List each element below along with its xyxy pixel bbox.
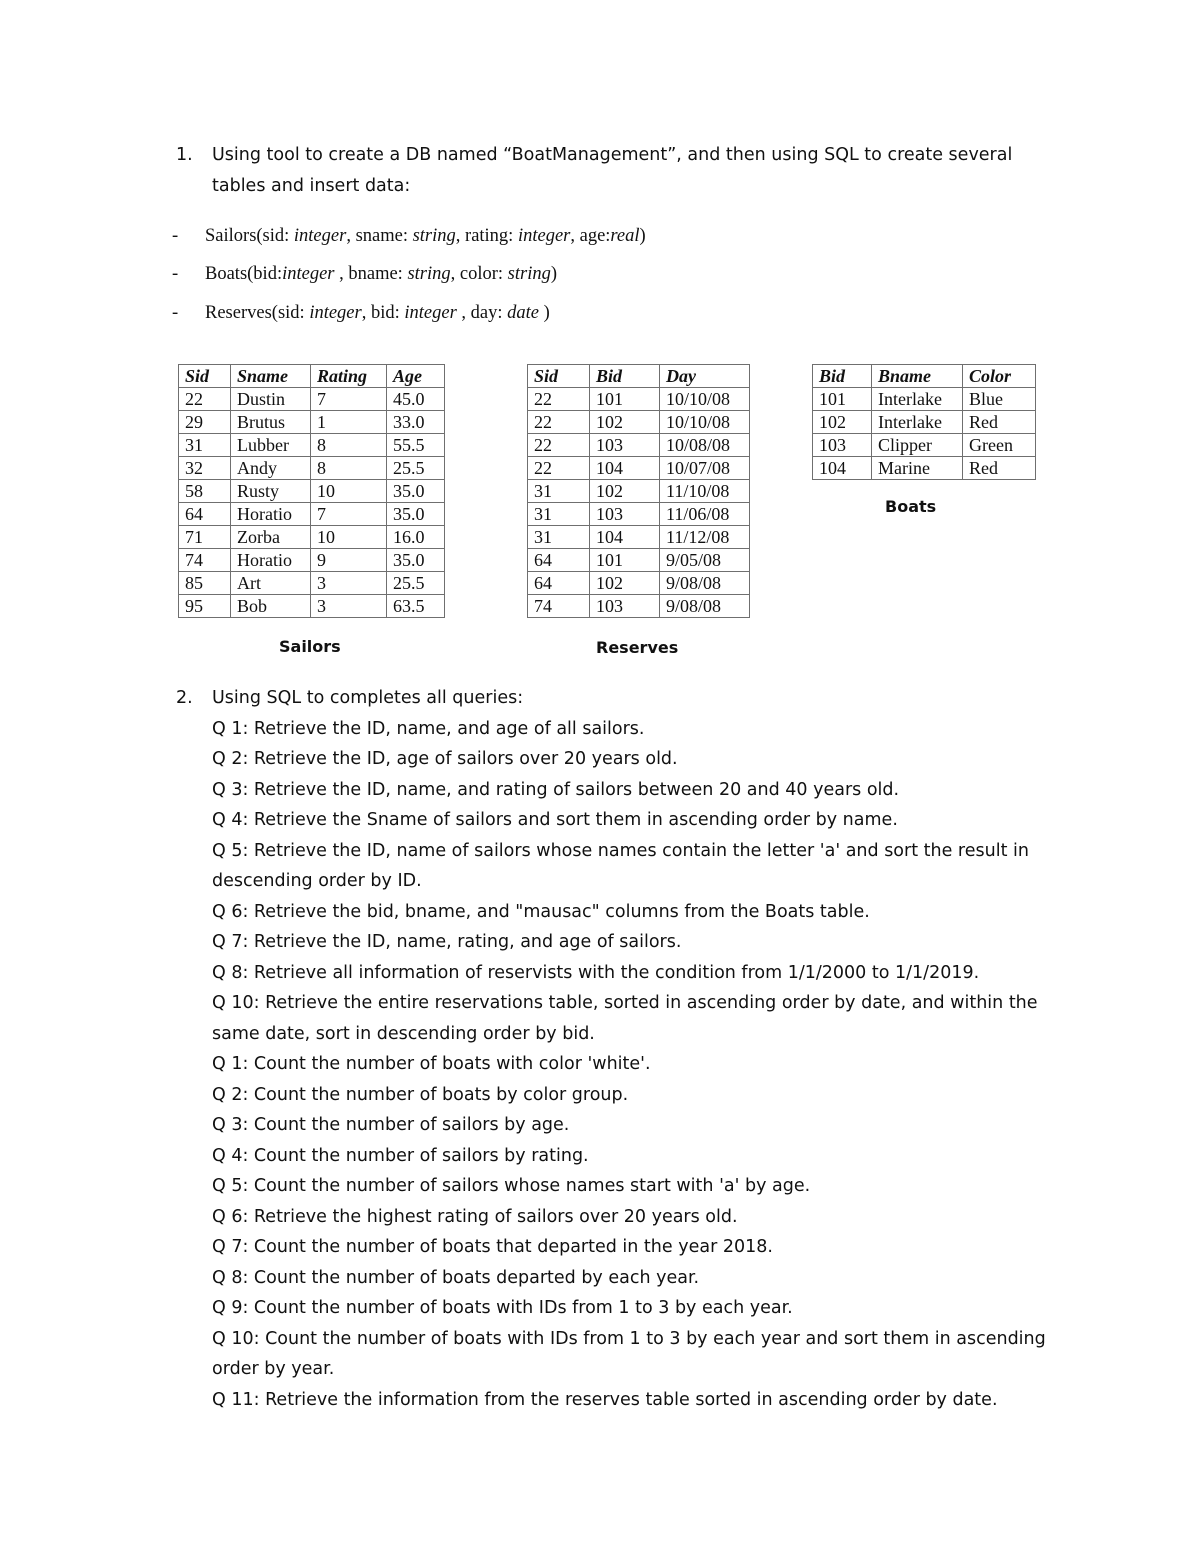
table-row — [179, 549, 445, 572]
reserves-cell: 103 — [590, 595, 660, 618]
table-row — [179, 411, 445, 434]
boats-cell: Red — [963, 411, 1036, 434]
sailors-cell: 32 — [179, 457, 231, 480]
reserves-cell: 101 — [590, 549, 660, 572]
query-line: Q 5: Count the number of sailors whose names start with 'a' by age. — [212, 1176, 811, 1196]
boats-cell: Marine — [872, 457, 963, 480]
table-row — [528, 526, 750, 549]
sailors-cell: 22 — [179, 388, 231, 411]
reserves-cell: 103 — [590, 503, 660, 526]
reserves-caption: Reserves — [596, 638, 679, 657]
query-line: Q 9: Count the number of boats with IDs from 1 to 3 by each year. — [212, 1298, 793, 1318]
query-line: order by year. — [212, 1359, 335, 1379]
table-header-row — [179, 365, 445, 388]
table-row — [528, 457, 750, 480]
sailors-cell: Horatio — [231, 503, 311, 526]
boats-cell: Blue — [963, 388, 1036, 411]
boats-cell: Red — [963, 457, 1036, 480]
query-line: Q 11: Retrieve the information from the reserves table sorted in ascending order by date. — [212, 1389, 998, 1410]
table-row — [813, 388, 1036, 411]
reserves-cell: 103 — [590, 434, 660, 457]
query-line: Q 7: Retrieve the ID, name, rating, and age of sailors. — [212, 932, 682, 952]
section-1-number: 1. — [176, 145, 193, 165]
boats-cell: Green — [963, 434, 1036, 457]
schema-sailors: - Sailors(sid: integer, sname: string, rating: integer, age:real) — [172, 226, 646, 246]
section-2-number: 2. — [176, 688, 193, 708]
sailors-cell: Dustin — [231, 388, 311, 411]
sailors-cell: 64 — [179, 503, 231, 526]
reserves-cell: 64 — [528, 572, 590, 595]
table-row — [179, 388, 445, 411]
sailors-cell: 10 — [311, 526, 387, 549]
query-line: Q 6: Retrieve the bid, bname, and "mausac" columns from the Boats table. — [212, 901, 870, 922]
section-1-line-1: Using tool to create a DB named “BoatManagement”, and then using SQL to create several — [212, 145, 1013, 165]
table-row — [179, 595, 445, 618]
query-line: Q 1: Retrieve the ID, name, and age of all sailors. — [212, 718, 645, 739]
sailors-table — [178, 364, 445, 618]
reserves-cell: 102 — [590, 411, 660, 434]
table-row — [528, 434, 750, 457]
sailors-cell: 63.5 — [387, 595, 445, 618]
table-row — [813, 457, 1036, 480]
boats-header-color: Color — [963, 365, 1036, 388]
query-line: Q 10: Retrieve the entire reservations table, sorted in ascending order by date, and within the — [212, 993, 1038, 1013]
query-line: Q 10: Count the number of boats with IDs from 1 to 3 by each year and sort them in ascending — [212, 1328, 1046, 1349]
reserves-cell: 11/10/08 — [660, 480, 750, 503]
boats-table — [812, 364, 1036, 480]
table-row — [179, 480, 445, 503]
sailors-cell: 3 — [311, 572, 387, 595]
sailors-cell: 9 — [311, 549, 387, 572]
reserves-cell: 9/05/08 — [660, 549, 750, 572]
sailors-cell: Brutus — [231, 411, 311, 434]
sailors-cell: Art — [231, 572, 311, 595]
query-line: Q 4: Retrieve the Sname of sailors and sort them in ascending order by name. — [212, 810, 898, 830]
reserves-cell: 31 — [528, 503, 590, 526]
sailors-header-rating: Rating — [311, 365, 387, 388]
query-line: Q 2: Retrieve the ID, age of sailors over 20 years old. — [212, 749, 678, 769]
reserves-cell: 101 — [590, 388, 660, 411]
sailors-cell: 55.5 — [387, 434, 445, 457]
boats-header-bid: Bid — [813, 365, 872, 388]
sailors-cell: Horatio — [231, 549, 311, 572]
boats-header-bname: Bname — [872, 365, 963, 388]
query-line: Q 6: Retrieve the highest rating of sailors over 20 years old. — [212, 1206, 738, 1227]
boats-caption: Boats — [885, 497, 937, 516]
boats-cell: 102 — [813, 411, 872, 434]
reserves-cell: 31 — [528, 526, 590, 549]
sailors-cell: 33.0 — [387, 411, 445, 434]
boats-cell: 101 — [813, 388, 872, 411]
boats-cell: Interlake — [872, 388, 963, 411]
sailors-cell: Andy — [231, 457, 311, 480]
table-row — [528, 480, 750, 503]
table-row — [528, 549, 750, 572]
sailors-cell: 1 — [311, 411, 387, 434]
table-row — [528, 388, 750, 411]
table-row — [528, 572, 750, 595]
reserves-cell: 74 — [528, 595, 590, 618]
reserves-cell: 22 — [528, 388, 590, 411]
reserves-cell: 104 — [590, 457, 660, 480]
sailors-cell: 95 — [179, 595, 231, 618]
sailors-cell: 31 — [179, 434, 231, 457]
table-row — [528, 503, 750, 526]
sailors-cell: 45.0 — [387, 388, 445, 411]
sailors-cell: 74 — [179, 549, 231, 572]
reserves-cell: 9/08/08 — [660, 595, 750, 618]
sailors-cell: 16.0 — [387, 526, 445, 549]
sailors-header-sname: Sname — [231, 365, 311, 388]
sailors-cell: 58 — [179, 480, 231, 503]
table-row — [813, 434, 1036, 457]
sailors-cell: Bob — [231, 595, 311, 618]
reserves-cell: 10/10/08 — [660, 411, 750, 434]
table-row — [179, 503, 445, 526]
reserves-cell: 102 — [590, 572, 660, 595]
query-line: Q 2: Count the number of boats by color group. — [212, 1084, 629, 1105]
table-row — [179, 434, 445, 457]
query-line: same date, sort in descending order by bid. — [212, 1023, 595, 1044]
sailors-cell: 7 — [311, 388, 387, 411]
query-line: Q 3: Count the number of sailors by age. — [212, 1115, 570, 1135]
table-row — [179, 457, 445, 480]
table-row — [528, 411, 750, 434]
query-line: Q 7: Count the number of boats that departed in the year 2018. — [212, 1237, 773, 1257]
schema-boats: - Boats(bid:integer , bname: string, color: string) — [172, 264, 558, 284]
query-line: Q 8: Count the number of boats departed by each year. — [212, 1267, 700, 1288]
sailors-caption: Sailors — [279, 637, 341, 656]
sailors-cell: 8 — [311, 434, 387, 457]
section-1-line-2: tables and insert data: — [212, 176, 411, 196]
reserves-cell: 22 — [528, 457, 590, 480]
sailors-cell: 7 — [311, 503, 387, 526]
boats-cell: Interlake — [872, 411, 963, 434]
sailors-cell: 71 — [179, 526, 231, 549]
reserves-cell: 102 — [590, 480, 660, 503]
query-line: descending order by ID. — [212, 871, 422, 891]
reserves-table — [527, 364, 750, 618]
reserves-cell: 10/07/08 — [660, 457, 750, 480]
query-line: Q 4: Count the number of sailors by rating. — [212, 1145, 589, 1166]
reserves-header-day: Day — [660, 365, 750, 388]
sailors-cell: 25.5 — [387, 572, 445, 595]
sailors-cell: 35.0 — [387, 503, 445, 526]
reserves-cell: 9/08/08 — [660, 572, 750, 595]
boats-cell: 103 — [813, 434, 872, 457]
schema-reserves: - Reserves(sid: integer, bid: integer , day: date ) — [172, 303, 550, 323]
sailors-cell: 25.5 — [387, 457, 445, 480]
sailors-cell: Zorba — [231, 526, 311, 549]
query-line: Q 5: Retrieve the ID, name of sailors whose names contain the letter 'a' and sort the result in — [212, 840, 1029, 861]
sailors-cell: 29 — [179, 411, 231, 434]
sailors-cell: 85 — [179, 572, 231, 595]
reserves-cell: 104 — [590, 526, 660, 549]
reserves-header-bid: Bid — [590, 365, 660, 388]
sailors-header-age: Age — [387, 365, 445, 388]
table-header-row — [813, 365, 1036, 388]
sailors-cell: Rusty — [231, 480, 311, 503]
sailors-cell: 8 — [311, 457, 387, 480]
table-header-row — [528, 365, 750, 388]
boats-cell: 104 — [813, 457, 872, 480]
reserves-header-sid: Sid — [528, 365, 590, 388]
sailors-cell: 10 — [311, 480, 387, 503]
reserves-cell: 64 — [528, 549, 590, 572]
table-row — [179, 526, 445, 549]
reserves-cell: 11/12/08 — [660, 526, 750, 549]
reserves-cell: 10/10/08 — [660, 388, 750, 411]
reserves-cell: 10/08/08 — [660, 434, 750, 457]
sailors-cell: 35.0 — [387, 480, 445, 503]
query-line: Q 8: Retrieve all information of reservists with the condition from 1/1/2000 to 1/1/2019. — [212, 962, 980, 983]
query-line: Q 1: Count the number of boats with color 'white'. — [212, 1054, 651, 1074]
query-line: Q 3: Retrieve the ID, name, and rating of sailors between 20 and 40 years old. — [212, 779, 900, 800]
boats-cell: Clipper — [872, 434, 963, 457]
table-row — [179, 572, 445, 595]
reserves-cell: 31 — [528, 480, 590, 503]
sailors-cell: 3 — [311, 595, 387, 618]
table-row — [813, 411, 1036, 434]
sailors-header-sid: Sid — [179, 365, 231, 388]
reserves-cell: 22 — [528, 434, 590, 457]
query-line: Using SQL to completes all queries: — [212, 688, 524, 708]
sailors-cell: Lubber — [231, 434, 311, 457]
sailors-cell: 35.0 — [387, 549, 445, 572]
reserves-cell: 22 — [528, 411, 590, 434]
table-row — [528, 595, 750, 618]
reserves-cell: 11/06/08 — [660, 503, 750, 526]
